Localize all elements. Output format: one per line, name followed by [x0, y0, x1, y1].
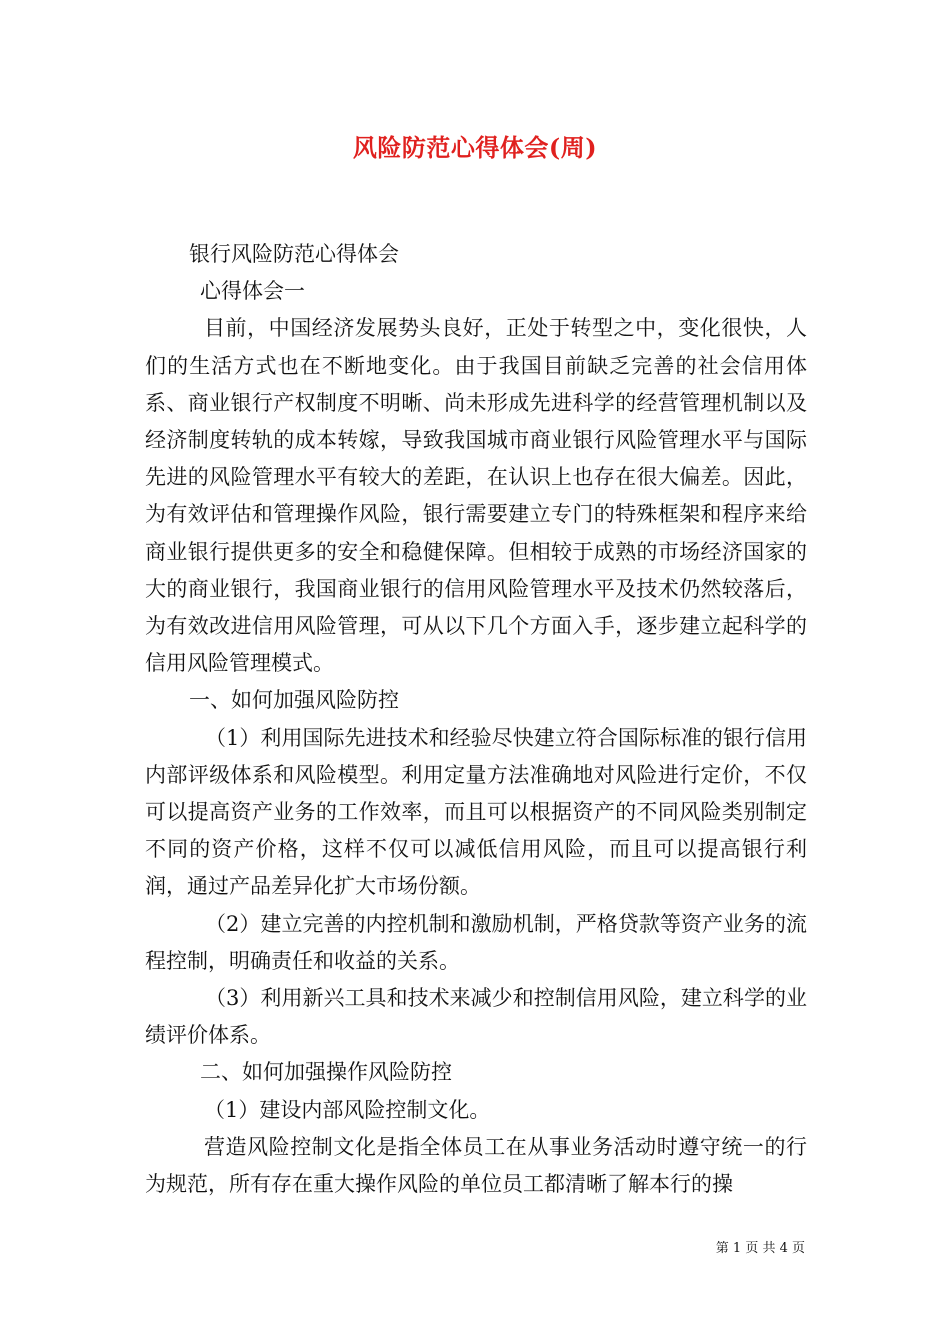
heading: 银行风险防范心得体会 [189, 242, 399, 266]
document-body [145, 236, 807, 1203]
section1-item2: （2）建立完善的内控机制和激励机制，严格贷款等资产业务的流程控制，明确责任和收益的关系。 [145, 911, 807, 973]
document-title: 风险防范心得体会(周) [352, 133, 598, 162]
paragraph-intro: 目前，中国经济发展势头良好，正处于转型之中，变化很快，人们的生活方式也在不断地变化。由于我国目前缺乏完善的社会信用体系、商业银行产权制度不明晰、尚未形成先进科学的经营管理机制以及经济制度转轨的成本转嫁，导致我国城市商业银行风险管理水平与国际先进的风险管理水平有较大的差距，在认识上也存在很大偏差。因此，为有效评估和管理操作风险，银行需要建立专门的特殊框架和程序来给商业银行提供更多的安全和稳健保障。但相较于成熟的市场经济国家的大的商业银行，我国商业银行的信用风险管理水平及技术仍然较落后，为有效改进信用风险管理，可从以下几个方面入手，逐步建立起科学的信用风险管理模式。 [145, 316, 807, 676]
page-number: 第 1 页 共 4 页 [715, 1241, 805, 1256]
section-heading-2: 二、如何加强操作风险防控 [200, 1060, 452, 1085]
section2-item1: （1）建设内部风险控制文化。 [204, 1097, 491, 1122]
section1-item1: （1）利用国际先进技术和经验尽快建立符合国际标准的银行信用内部评级体系和风险模型。利用定量方法准确地对风险进行定价，不仅可以提高资产业务的工作效率，而且可以根据资产的不同风险类别制定不同的资产价格，这样不仅可以减低信用风险，而且可以提高银行利润，通过产品差异化扩大市场份额。 [145, 725, 807, 899]
section-heading-1: 一、如何加强风险防控 [189, 688, 399, 713]
section1-item3: （3）利用新兴工具和技术来减少和控制信用风险，建立科学的业绩评价体系。 [145, 986, 807, 1048]
section2-paragraph1: 营造风险控制文化是指全体员工在从事业务活动时遵守统一的行为规范，所有存在重大操作风险的单位员工都清晰了解本行的操 [145, 1134, 807, 1197]
subheading: 心得体会一 [200, 279, 305, 304]
